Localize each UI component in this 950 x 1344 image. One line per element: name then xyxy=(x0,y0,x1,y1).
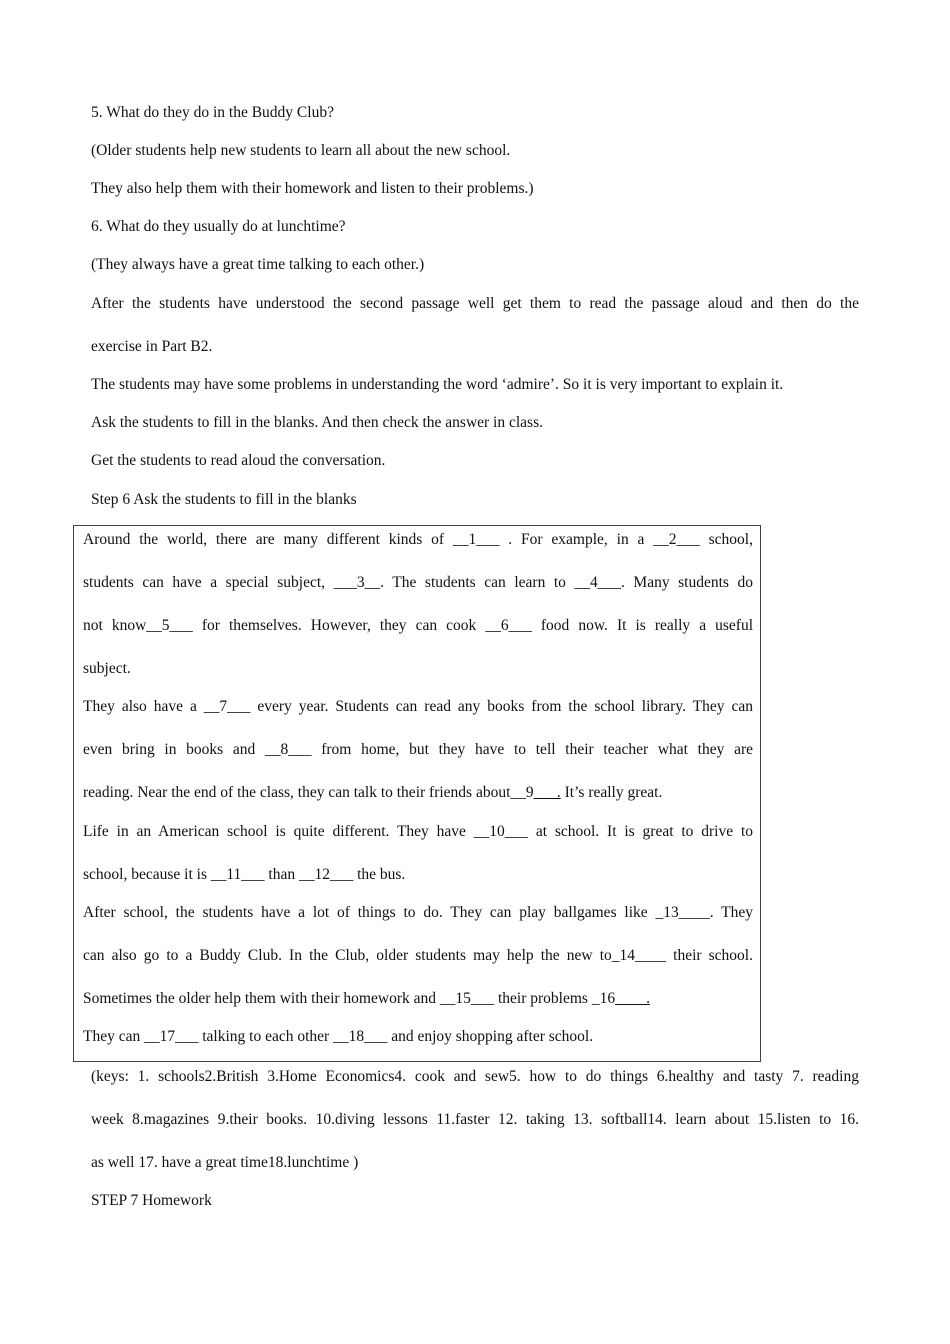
passage-line-3: not know__5___ for themselves. However, they can cook __6___ food now. It is really a useful xyxy=(83,617,753,634)
passage-line-7-end: It’s really great. xyxy=(560,784,663,801)
fill-in-blanks-passage-box xyxy=(73,525,761,1062)
question-5-answer-line-2: They also help them with their homework and listen to their problems.) xyxy=(91,180,534,197)
instruction-paragraph-4: Get the students to read aloud the conversation. xyxy=(91,452,386,469)
passage-line-7 xyxy=(83,783,753,803)
passage-line-7-text: reading. Near the end of the class, they can talk to their friends about__9 xyxy=(83,784,534,801)
passage-line-10: After school, the students have a lot of things to do. They can play ballgames like _13____. They xyxy=(83,904,753,921)
passage-line-11: can also go to a Buddy Club. In the Club, older students may help the new to_14____ their school. xyxy=(83,947,753,964)
passage-line-7-blank: ___. xyxy=(533,784,561,801)
passage-line-5: They also have a __7___ every year. Students can read any books from the school library. They can xyxy=(83,698,753,715)
passage-line-1: Around the world, there are many different kinds of __1___ . For example, in a __2___ school, xyxy=(83,531,753,548)
step-7-homework-heading: STEP 7 Homework xyxy=(91,1192,212,1209)
passage-line-13: They can __17___ talking to each other __18___ and enjoy shopping after school. xyxy=(83,1028,594,1045)
passage-line-6: even bring in books and __8___ from home, but they have to tell their teacher what they are xyxy=(83,741,753,758)
passage-line-12 xyxy=(83,989,753,1009)
question-5-answer-line-1: (Older students help new students to learn all about the new school. xyxy=(91,142,511,159)
question-6: 6. What do they usually do at lunchtime? xyxy=(91,218,346,235)
answer-keys-line-1: (keys: 1. schools2.British 3.Home Economics4. cook and sew5. how to do things 6.healthy and tasty 7. reading xyxy=(91,1068,859,1085)
answer-keys-line-2: week 8.magazines 9.their books. 10.diving lessons 11.faster 12. taking 13. softball14. learn about 15.listen to 16. xyxy=(91,1111,859,1128)
passage-line-12-text: Sometimes the older help them with their homework and __15___ their problems _16 xyxy=(83,990,616,1007)
question-6-answer: (They always have a great time talking to each other.) xyxy=(91,256,425,273)
passage-line-8: Life in an American school is quite different. They have __10___ at school. It is great to drive to xyxy=(83,823,753,840)
instruction-paragraph-3: Ask the students to fill in the blanks. And then check the answer in class. xyxy=(91,414,543,431)
answer-keys-line-3: as well 17. have a great time18.lunchtime ) xyxy=(91,1154,359,1171)
instruction-paragraph-2: The students may have some problems in understanding the word ‘admire’. So it is very important to explain it. xyxy=(91,376,784,393)
instruction-paragraph-1-line-2: exercise in Part B2. xyxy=(91,338,213,355)
instruction-paragraph-1-line-1: After the students have understood the second passage well get them to read the passage aloud and then do the xyxy=(91,295,859,312)
question-5: 5. What do they do in the Buddy Club? xyxy=(91,104,334,121)
passage-line-2: students can have a special subject, ___3__. The students can learn to __4___. Many students do xyxy=(83,574,753,591)
passage-line-9: school, because it is __11___ than __12___ the bus. xyxy=(83,866,406,883)
passage-line-4: subject. xyxy=(83,660,131,677)
step-6-heading: Step 6 Ask the students to fill in the blanks xyxy=(91,491,357,508)
passage-line-12-blank: ____. xyxy=(615,990,650,1007)
